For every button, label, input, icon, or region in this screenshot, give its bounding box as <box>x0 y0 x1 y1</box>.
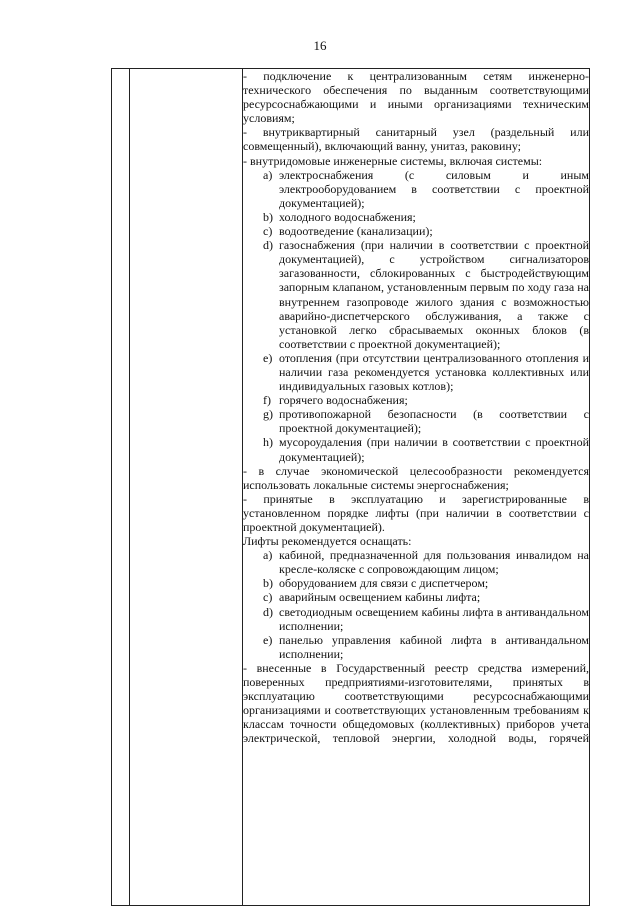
list-item <box>263 210 589 224</box>
list-item <box>263 238 589 351</box>
paragraph-utility-connection: - подключение к централизованным сетям инженерно-технического обеспечения по выданным соответствующими ресурсоснабжающими и иными организациями техническим условиям; <box>243 69 589 126</box>
list-item-text: мусороудаления (при наличии в соответствии с проектной документацией); <box>279 435 589 464</box>
table-row <box>112 69 590 906</box>
list-marker: a) <box>263 548 273 563</box>
list-item <box>263 407 589 435</box>
paragraph-elevators-equipment: Лифты рекомендуется оснащать: <box>243 534 412 549</box>
list-item-text: кабиной, предназначенной для пользования инвалидом на кресле-коляске с сопровождающим лицом; <box>279 548 589 577</box>
list-marker: c) <box>263 224 273 239</box>
paragraph-elevators: - принятые в эксплуатацию и зарегистрированные в установленном порядке лифты (при наличии в соответствии с проектной документацией). <box>243 491 589 534</box>
list-marker: c) <box>263 590 273 605</box>
list-item-text: светодиодным освещением кабины лифта в антивандальном исполнении; <box>279 604 589 633</box>
list-item-text: электроснабжения (с силовым и иным электрооборудованием в соответствии с проектной документацией); <box>279 167 589 210</box>
page-number: 16 <box>313 38 327 53</box>
list-marker: h) <box>263 435 273 450</box>
name-cell <box>130 69 243 906</box>
list-item-text: оборудованием для связи с диспетчером; <box>279 576 489 591</box>
list-marker: b) <box>263 576 273 591</box>
list-marker: e) <box>263 350 273 365</box>
list-item-text: аварийным освещением кабины лифта; <box>279 590 481 605</box>
list-marker: e) <box>263 632 273 647</box>
list-item-text: водоотведение (канализации); <box>279 224 433 239</box>
list-marker: d) <box>263 238 273 253</box>
list-marker: d) <box>263 604 273 619</box>
list-item <box>263 605 589 633</box>
list-item <box>263 351 589 393</box>
list-item-text: панелью управления кабиной лифта в антивандальном исполнении; <box>279 632 589 661</box>
list-item <box>263 576 589 590</box>
list-item <box>263 590 589 604</box>
paragraph-engineering-systems: - внутридомовые инженерные системы, включая системы: <box>243 153 543 168</box>
description-cell <box>243 69 590 906</box>
paragraph-sanitary-unit: - внутриквартирный санитарный узел (раздельный или совмещенный), включающий ванну, унитаз, раковину; <box>243 125 589 154</box>
paragraph-metering-devices: - внесенные в Государственный реестр средства измерений, поверенных предприятиями-изготовителями, принятых в эксплуатацию соответствующими ресурсоснабжающими организациями и соответствующих установленным требованиям к классам точности общедомовых (коллективных) приборов учета электрической, тепловой энергии, холодной воды, горячей <box>243 660 589 746</box>
list-item-text: газоснабжения (при наличии в соответствии с проектной документацией), с устройством сигнализаторов загазованности, сблокированных с быстродействующим запорным клапаном, установленным первым по ходу газа на внутреннем газопроводе жилого здания с возможностью аварийно-диспетчерского обслуживания, а также с установкой легко сбрасываемых оконных блоков (в соответствии с проектной документацией); <box>279 238 589 351</box>
list-item-text: противопожарной безопасности (в соответствии с проектной документацией); <box>279 407 589 436</box>
requirements-table <box>111 68 590 906</box>
list-item <box>263 435 589 463</box>
list-item <box>263 168 589 210</box>
list-item-text: отопления (при отсутствии централизованного отопления и наличии газа рекомендуется установка коллективных или индивидуальных газовых котлов); <box>279 350 589 394</box>
list-item <box>263 548 589 576</box>
list-item <box>263 393 589 407</box>
paragraph-local-energy: - в случае экономической целесообразности рекомендуется использовать локальные системы энергоснабжения; <box>243 463 589 492</box>
list-item <box>263 224 589 238</box>
engineering-systems-list <box>243 168 589 464</box>
list-item-text: горячего водоснабжения; <box>279 393 408 408</box>
list-marker: f) <box>263 393 271 408</box>
list-item <box>263 633 589 661</box>
list-marker: a) <box>263 167 273 182</box>
list-marker: b) <box>263 209 273 224</box>
list-marker: g) <box>263 407 273 422</box>
elevator-equipment-list <box>243 548 589 661</box>
list-item-text: холодного водоснабжения; <box>279 209 416 224</box>
number-cell <box>112 69 130 906</box>
